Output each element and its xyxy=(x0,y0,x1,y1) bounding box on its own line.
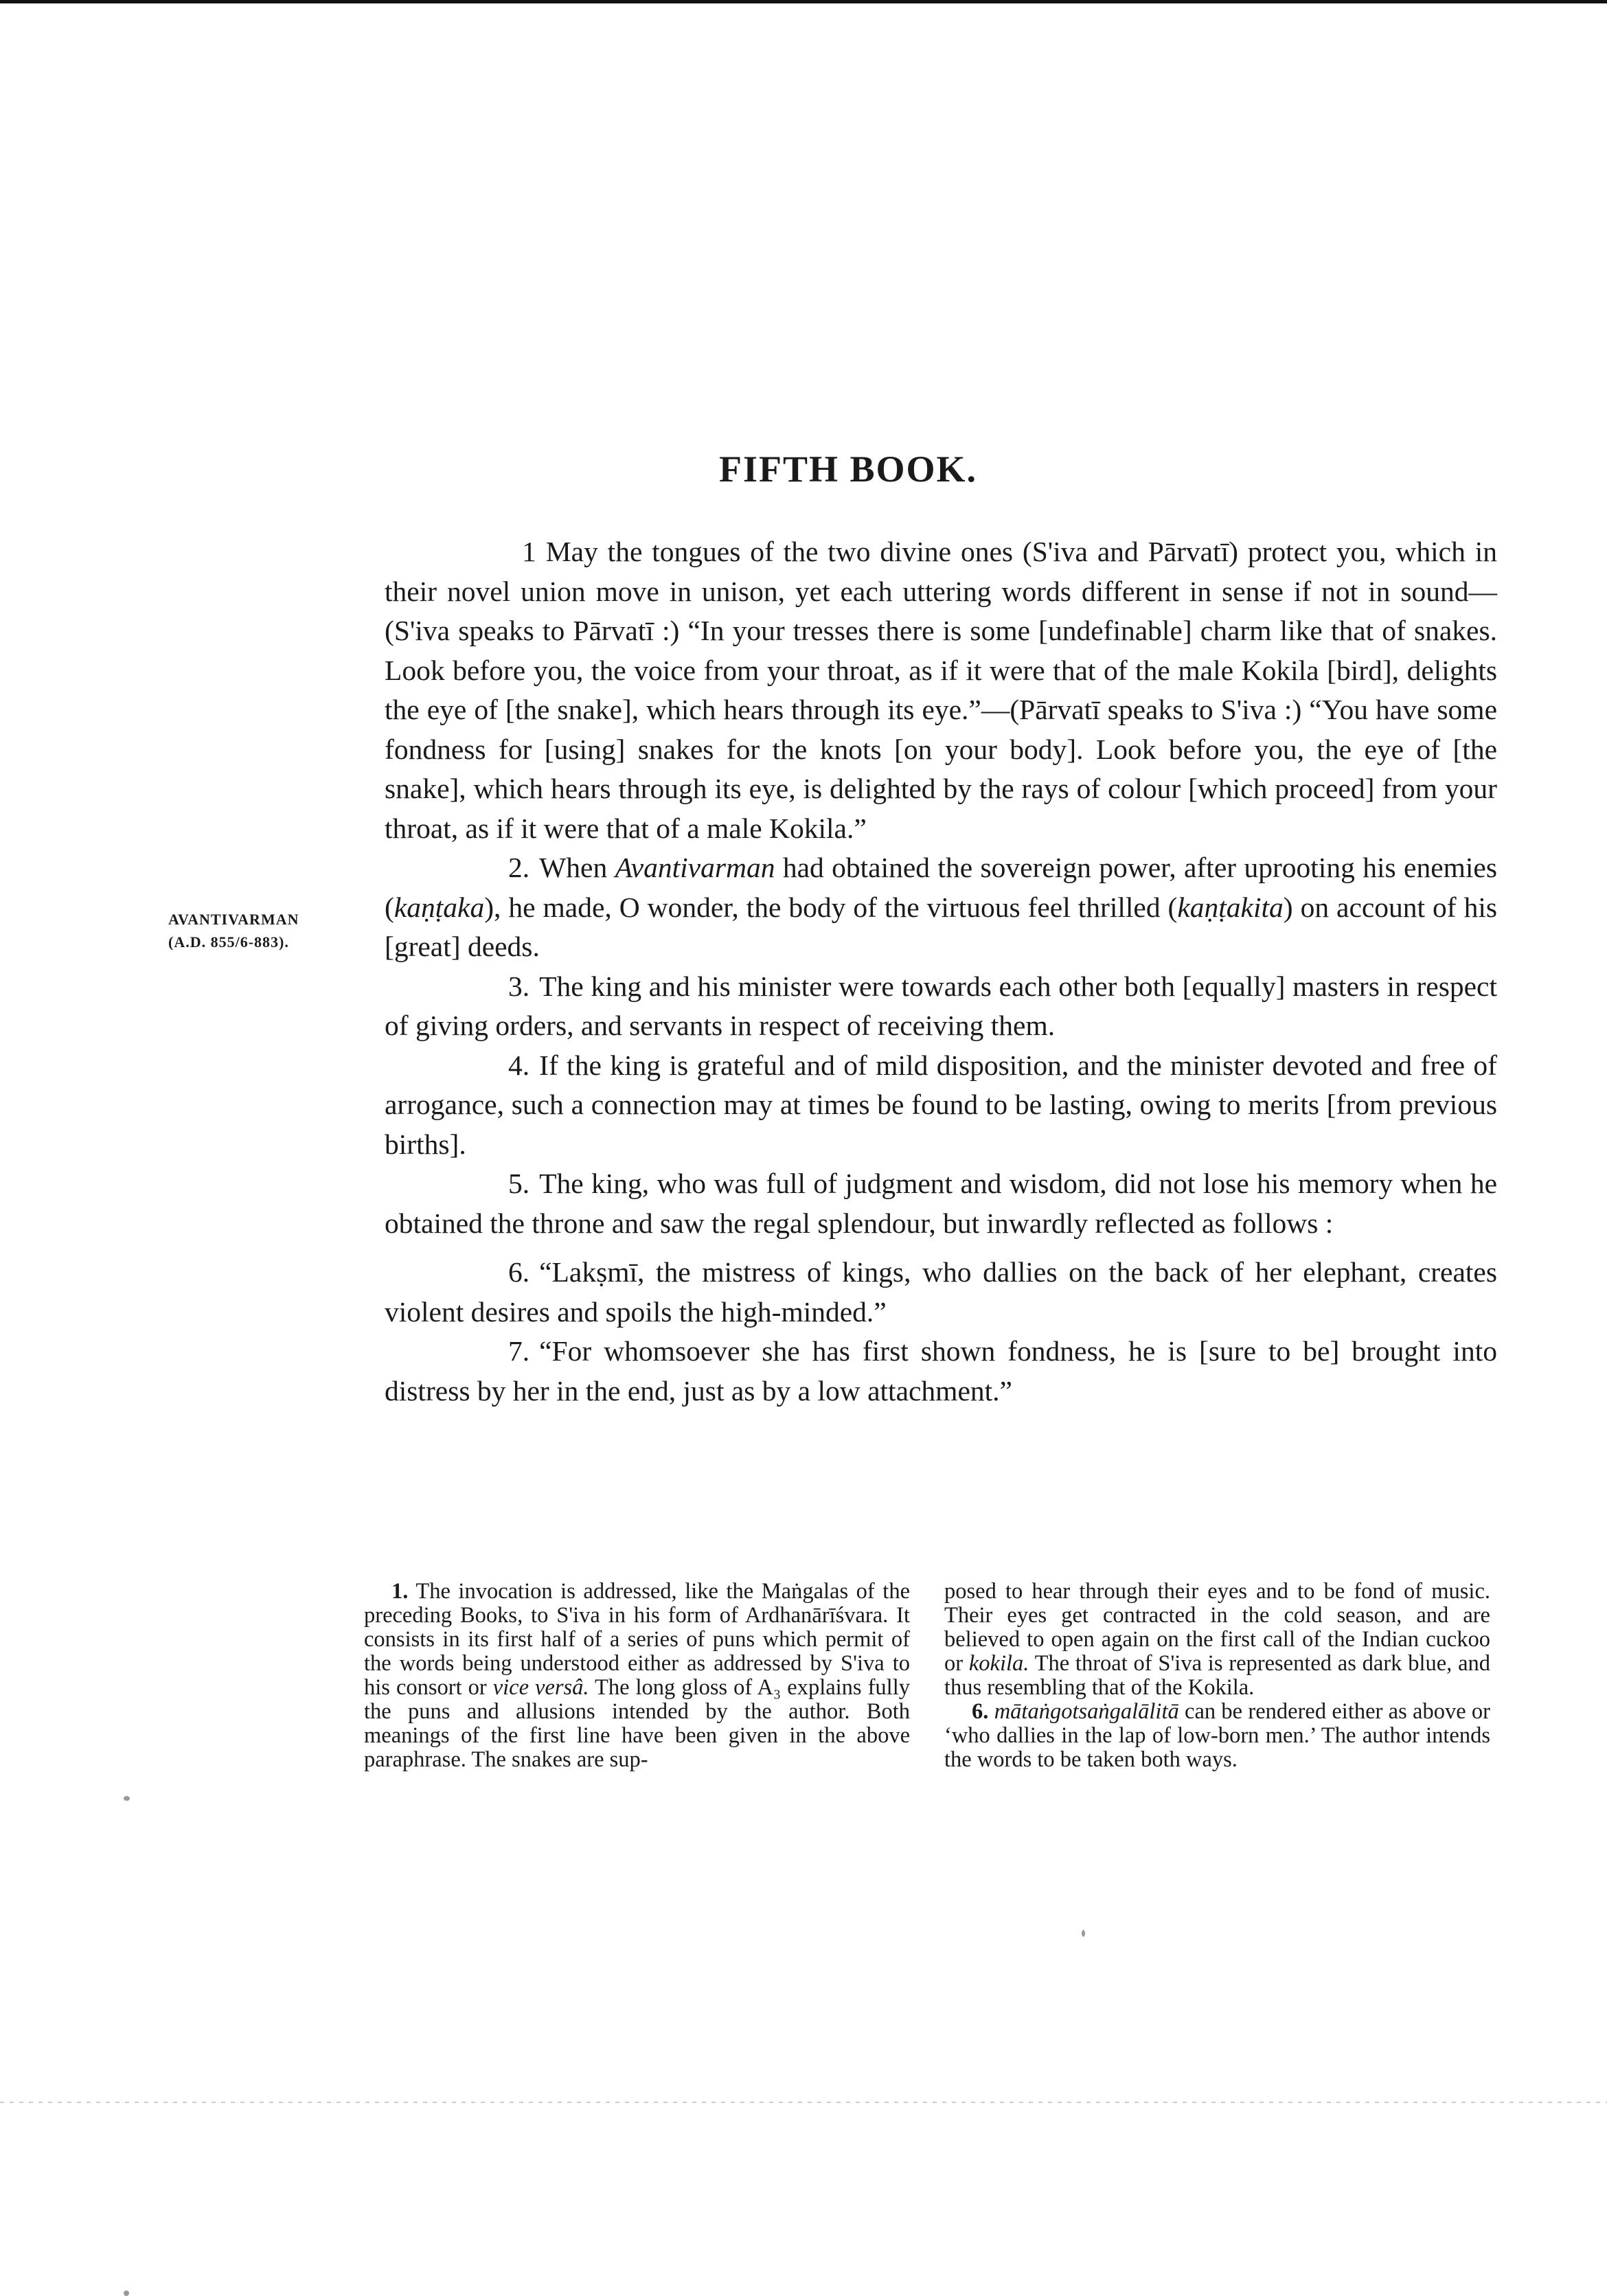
verse-number: 3. xyxy=(508,970,530,1002)
sidenote-name: AVANTIVARMAN xyxy=(168,911,299,928)
sanskrit-term: kaṇṭakita xyxy=(1177,891,1284,923)
verse-text: The king, who was full of judgment and wisdom, did not lose his memory when he obtained the throne and saw the regal splendour, but inwardly reflected as follows : xyxy=(385,1168,1497,1239)
king-name: Avantivarman xyxy=(615,852,775,883)
footnote-column-left xyxy=(364,1580,910,1772)
verse-text: “Lakṣmī, the mistress of kings, who dallies on the back of her elephant, creates violent desires and spoils the high-minded.” xyxy=(385,1256,1497,1328)
verse-number: 4. xyxy=(508,1049,530,1081)
sidenote-dates: (A.D. 855/6-883). xyxy=(168,933,289,951)
footnote-6: 6. mātaṅgotsaṅgalālitā can be rendered either as above or ‘who dallies in the lap of low-born men.’ The author intends the words to be taken both ways. xyxy=(944,1699,1490,1772)
scan-speck xyxy=(124,1796,130,1801)
footnote-number: 1. xyxy=(391,1579,409,1604)
verse-6 xyxy=(385,1253,1497,1332)
verse-number: 6. xyxy=(508,1256,530,1288)
margin-sidenote xyxy=(168,908,354,953)
footnote-1-continued: posed to hear through their eyes and to be fond of music. Their eyes get contracted in the cold season, and are believed to open again on the first call of the Indian cuckoo or kokila. The throat of S'iva is represented as dark blue, and thus resembling that of the Kokila. xyxy=(944,1579,1490,1700)
scan-speck xyxy=(1082,1930,1085,1937)
footnote-number: 6. xyxy=(972,1699,989,1724)
verse-body xyxy=(385,532,1497,1411)
verse-number: 7. xyxy=(508,1335,530,1367)
book-title: FIFTH BOOK. xyxy=(718,448,978,490)
top-border-rule xyxy=(0,0,1607,3)
sanskrit-term: kaṇṭaka xyxy=(394,891,485,923)
verse-number: 1 xyxy=(522,536,536,567)
verse-4 xyxy=(385,1046,1497,1165)
verse-3 xyxy=(385,967,1497,1046)
verse-1 xyxy=(385,532,1497,848)
verse-number: 2. xyxy=(508,852,530,883)
verse-text: “For whomsoever she has first shown fondness, he is [sure to be] brought into distress by her in the end, just as by a low attachment.” xyxy=(385,1335,1497,1407)
scan-speck xyxy=(124,2291,129,2296)
verse-text: May the tongues of the two divine ones (S'iva and Pārvatī) protect you, which in their novel union move in unison, yet each uttering words different in sense if not in sound—(S'iva speaks to Pārvatī :) “In your tresses there is some [undefinable] charm like that of snakes. Look before you, the voice from your throat, as if it were that of the male Kokila [bird], delights the eye of [the snake], which hears through its eye.”—(Pārvatī speaks to S'iva :) “You have some fondness for [using] snakes for the knots [on your body]. Look before you, the eye of [the snake], which hears through its eye, is delighted by the rays of colour [which proceed] from your throat, as if it were that of a male Kokila.” xyxy=(385,536,1497,844)
verse-text: The king and his minister were towards each other both [equally] masters in respect of giving orders, and servants in respect of receiving them. xyxy=(385,970,1497,1041)
verse-5 xyxy=(385,1164,1497,1243)
verse-7 xyxy=(385,1332,1497,1411)
footnotes xyxy=(364,1580,1490,1772)
verse-text: If the king is grateful and of mild disposition, and the minister devoted and free of arrogance, such a connection may at times be found to be lasting, owing to merits [from previous births]. xyxy=(385,1049,1497,1160)
verse-2: 2. When Avantivarman had obtained the sovereign power, after uprooting his enemies (kaṇṭaka), he made, O wonder, the body of the virtuous feel thrilled (kaṇṭakita) on account of his [great] deeds. xyxy=(385,848,1497,967)
verse-number: 5. xyxy=(508,1168,530,1199)
footnote-1: 1. The invocation is addressed, like the Maṅgalas of the preceding Books, to S'iva in his form of Ardhanārīśvara. It consists in its first half of a series of puns which permit of the words being understood either as addressed by S'iva to his consort or vice versâ. The long gloss of A₃ explains fully the puns and allusions intended by the author. Both meanings of the first line have been given in the above paraphrase. The snakes are sup- xyxy=(364,1579,910,1772)
scan-artifact-line xyxy=(0,2102,1607,2103)
footnote-column-right xyxy=(944,1580,1490,1772)
